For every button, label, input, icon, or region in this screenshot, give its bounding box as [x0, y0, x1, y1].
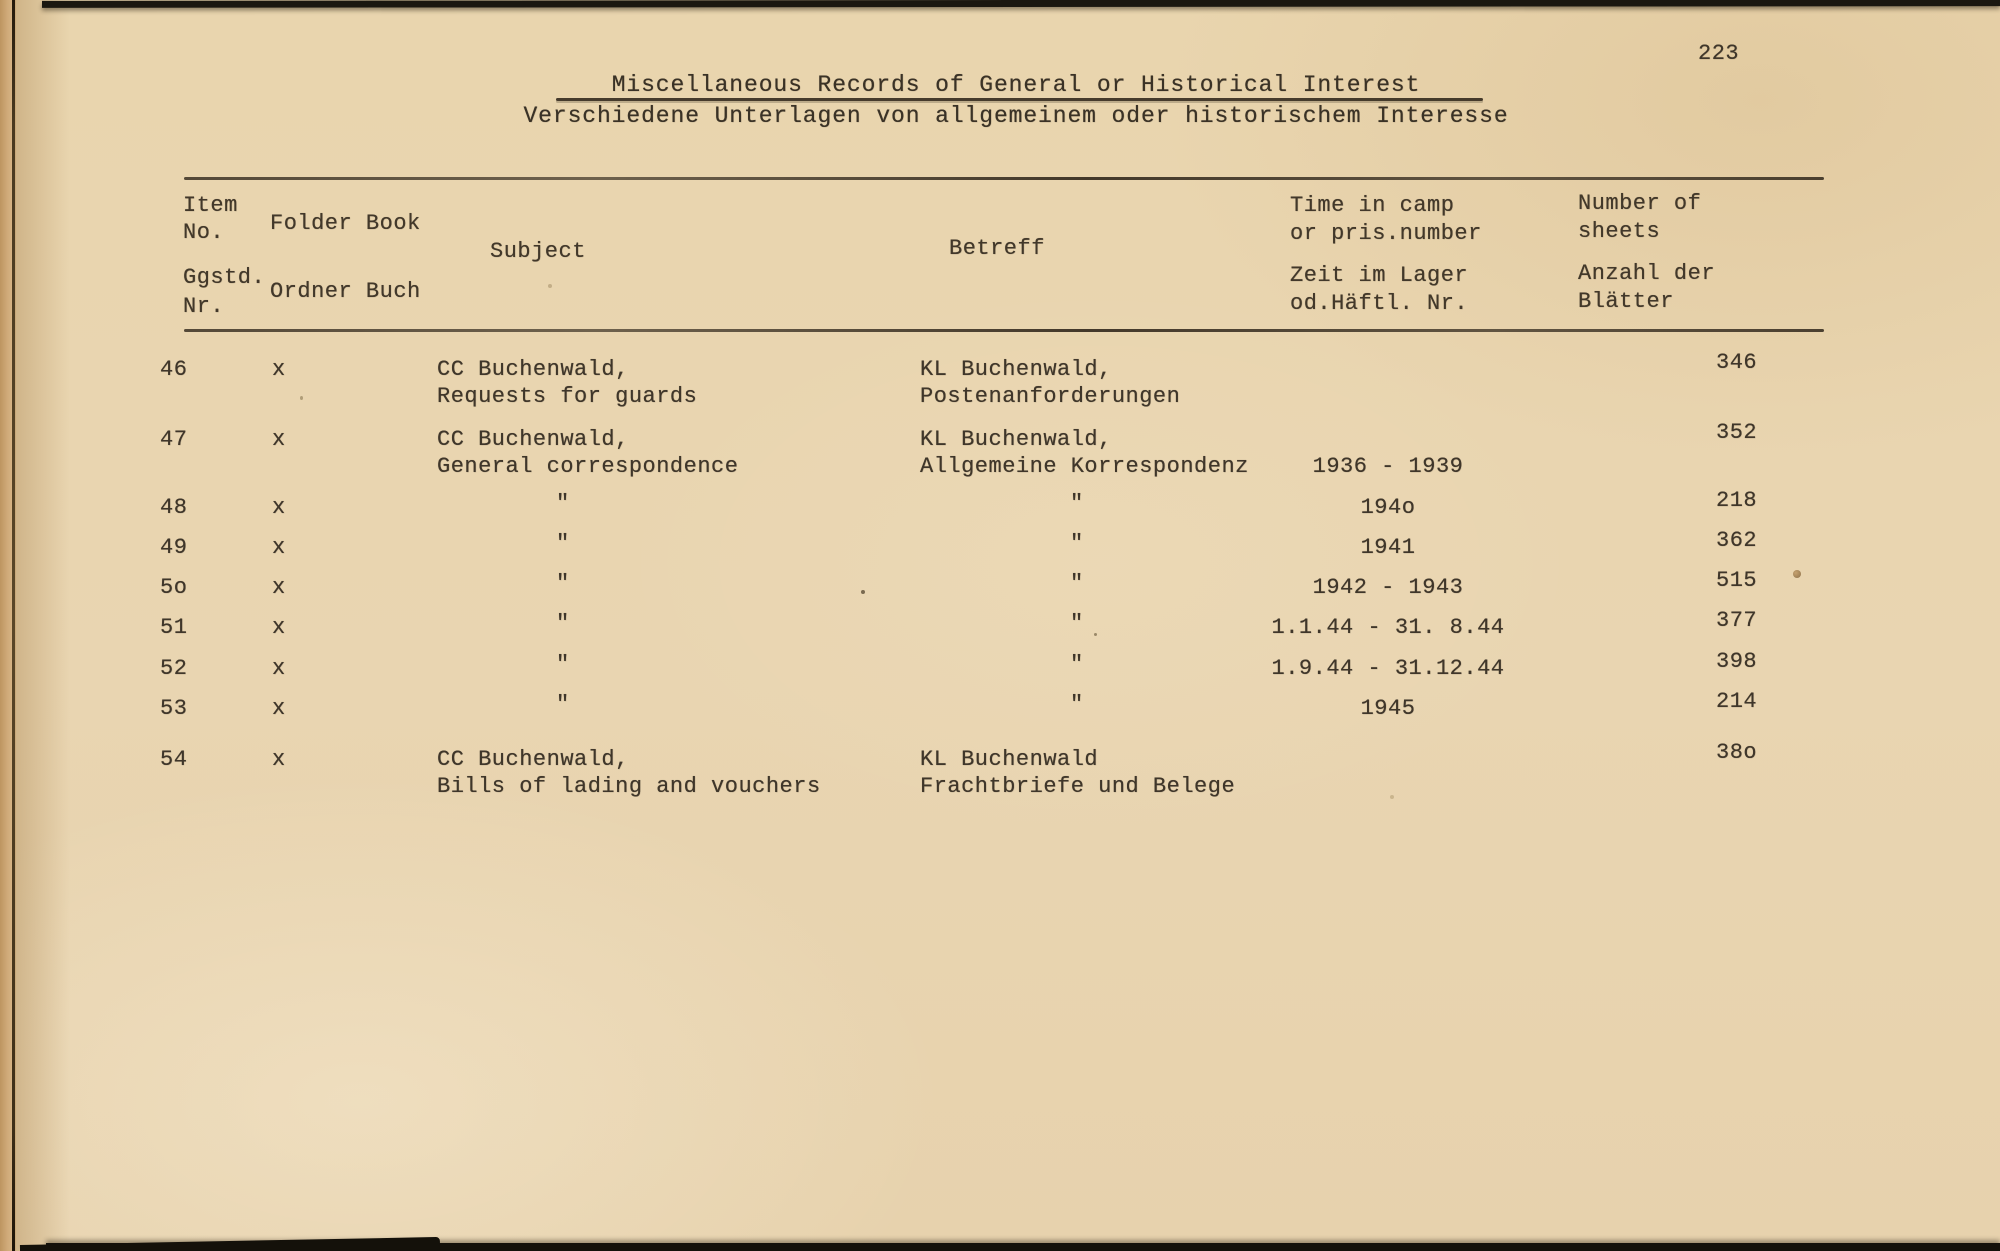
cell-folder-mark: x — [272, 535, 286, 560]
cell-sheets: 377 — [1716, 608, 1758, 633]
cell-betreff: Postenanforderungen — [920, 384, 1181, 409]
cell-sheets: 515 — [1716, 568, 1758, 593]
header-item-no-en-1: Item — [183, 193, 238, 218]
cell-betreff: KL Buchenwald, — [920, 427, 1112, 452]
header-subject: Subject — [490, 239, 586, 264]
header-sheets-de-1: Anzahl der — [1578, 261, 1716, 286]
cell-subject-ditto: " — [556, 491, 570, 516]
cell-time: 1941 — [1360, 535, 1416, 560]
header-betreff: Betreff — [949, 236, 1045, 261]
header-time-de-2: od.Häftl. Nr. — [1290, 291, 1469, 316]
cell-item-no: 51 — [160, 615, 188, 640]
cell-folder-mark: x — [272, 747, 286, 772]
cell-item-no: 53 — [160, 696, 188, 721]
cell-subject-ditto: " — [556, 571, 570, 596]
cell-betreff-ditto: " — [1070, 692, 1084, 717]
cell-betreff: KL Buchenwald — [920, 747, 1099, 772]
cell-time: 194o — [1360, 495, 1416, 520]
header-item-no-en-2: No. — [183, 220, 225, 245]
header-time-en-1: Time in camp — [1290, 193, 1455, 218]
page-edge-line — [12, 0, 15, 1251]
cell-folder-mark: x — [272, 656, 286, 681]
cell-item-no: 46 — [160, 357, 188, 382]
cell-folder-mark: x — [272, 495, 286, 520]
header-item-no-de-1: Ggstd. — [183, 265, 266, 290]
cell-time: 1942 - 1943 — [1312, 575, 1464, 600]
cell-folder-mark: x — [272, 357, 286, 382]
cell-folder-mark: x — [272, 615, 286, 640]
header-time-en-2: or pris.number — [1290, 221, 1482, 246]
cell-time: 1936 - 1939 — [1312, 454, 1464, 479]
cell-betreff-ditto: " — [1070, 611, 1084, 636]
cell-subject: CC Buchenwald, — [437, 357, 629, 382]
cell-betreff: Allgemeine Korrespondenz — [920, 454, 1249, 479]
cell-subject: CC Buchenwald, — [437, 427, 629, 452]
cell-item-no: 47 — [160, 427, 188, 452]
table-rule-top — [184, 177, 1824, 180]
cell-item-no: 49 — [160, 535, 188, 560]
paper-speck — [300, 396, 303, 400]
cell-subject-ditto: " — [556, 692, 570, 717]
cell-subject: CC Buchenwald, — [437, 747, 629, 772]
header-sheets-en-2: sheets — [1578, 219, 1661, 244]
cell-time: 1945 — [1360, 696, 1416, 721]
cell-sheets: 398 — [1716, 649, 1758, 674]
header-folder-book-de: Ordner Buch — [270, 279, 421, 304]
cell-subject-ditto: " — [556, 611, 570, 636]
cell-time: 1.9.44 - 31.12.44 — [1271, 656, 1505, 681]
cell-sheets: 352 — [1716, 420, 1758, 445]
paper-speck — [1390, 795, 1394, 799]
cell-sheets: 38o — [1716, 740, 1758, 765]
cell-betreff-ditto: " — [1070, 491, 1084, 516]
cell-sheets: 346 — [1716, 350, 1758, 375]
cell-betreff: Frachtbriefe und Belege — [920, 774, 1236, 799]
cell-folder-mark: x — [272, 696, 286, 721]
cell-betreff-ditto: " — [1070, 531, 1084, 556]
cell-betreff: KL Buchenwald, — [920, 357, 1112, 382]
paper-speck — [1793, 570, 1801, 578]
page-left-shadow — [15, 0, 70, 1251]
cell-folder-mark: x — [272, 575, 286, 600]
header-time-de-1: Zeit im Lager — [1290, 263, 1469, 288]
paper-speck — [861, 590, 865, 594]
title-underline — [556, 98, 1483, 101]
cell-item-no: 54 — [160, 747, 188, 772]
cell-subject: Bills of lading and vouchers — [437, 774, 821, 799]
cell-sheets: 214 — [1716, 689, 1758, 714]
header-item-no-de-2: Nr. — [183, 294, 225, 319]
cell-subject-ditto: " — [556, 652, 570, 677]
table-rule-header-bottom — [184, 329, 1824, 332]
header-sheets-en-1: Number of — [1578, 191, 1702, 216]
cell-subject-ditto: " — [556, 531, 570, 556]
cell-subject: Requests for guards — [437, 384, 698, 409]
page-number: 223 — [1698, 41, 1740, 66]
cell-sheets: 362 — [1716, 528, 1758, 553]
paper-speck — [548, 284, 552, 288]
paper-speck — [1094, 633, 1097, 636]
cell-item-no: 52 — [160, 656, 188, 681]
cell-betreff-ditto: " — [1070, 571, 1084, 596]
cell-folder-mark: x — [272, 427, 286, 452]
cell-time: 1.1.44 - 31. 8.44 — [1271, 615, 1505, 640]
cell-subject: General correspondence — [437, 454, 739, 479]
scan-top-band — [42, 0, 2000, 8]
scan-bottom-corner — [20, 1237, 440, 1251]
header-sheets-de-2: Blätter — [1578, 289, 1674, 314]
page-title-en: Miscellaneous Records of General or Historical Interest — [611, 72, 1421, 98]
cell-item-no: 5o — [160, 575, 188, 600]
cell-sheets: 218 — [1716, 488, 1758, 513]
cell-betreff-ditto: " — [1070, 652, 1084, 677]
header-folder-book-en: Folder Book — [270, 211, 421, 236]
page-title-de: Verschiedene Unterlagen von allgemeinem oder historischem Interesse — [523, 103, 1509, 129]
cell-item-no: 48 — [160, 495, 188, 520]
